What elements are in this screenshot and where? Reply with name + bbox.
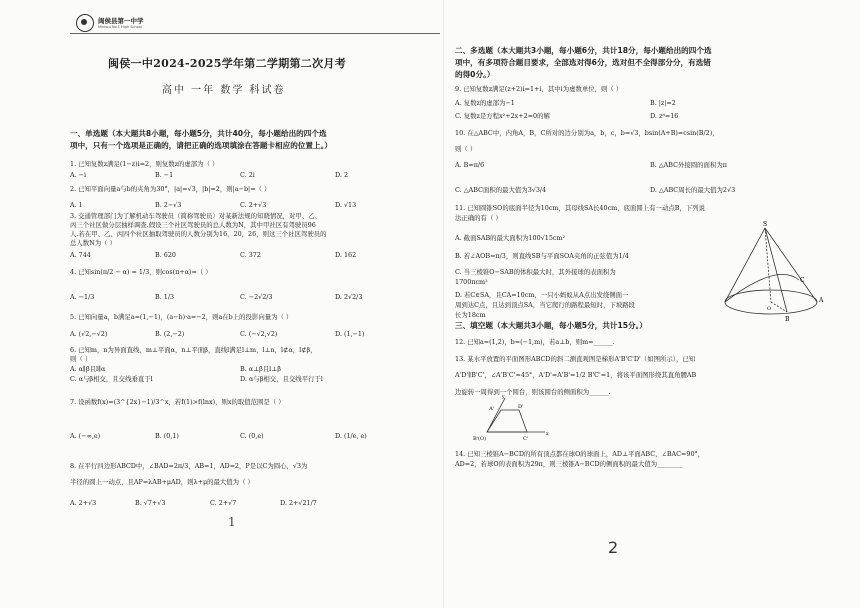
q1-option-a: A. −i	[70, 171, 87, 179]
q5-option-d: D. (1,−1)	[335, 330, 365, 338]
question-10-line1: 10. 在△ABC中，内角A，B，C所对的边分别为a，b，c，b=√3，bsin(A+B)=csin(B/2)，	[455, 129, 719, 137]
question-14-line2: AD=2，若球O的表面积为29π，则三棱锥A−BCD的侧面积的最大值为________	[455, 460, 683, 468]
q9-option-a: A. 复数z的虚部为−1	[455, 99, 515, 107]
q3-option-a: A. 744	[70, 251, 91, 259]
q11-option-b: B. 若∠AOB=π/3，则直线SB与平面SOA夹角的正弦值为1/4	[455, 252, 629, 260]
exam-title: 闽侯一中2024-2025学年第二学期第二次月考	[108, 57, 346, 70]
question-13-line2: A'D'∥B'C'，∠A'B'C'=45°，A'D'=A'B'=1/2 B'C'=1，将该平面图形绕其直角腰AB	[455, 371, 697, 379]
q4-option-a: A. −1/3	[70, 293, 95, 301]
q8-option-c: C. 2+√7	[210, 499, 237, 507]
q5-option-b: B. (2,−2)	[155, 330, 185, 338]
q8-option-b: B. √7+√3	[135, 499, 166, 507]
q11-option-a: A. 截面SAB的最大面积为100√15cm²	[455, 234, 566, 242]
school-logo	[76, 14, 144, 32]
page-mark-1: 1	[228, 515, 236, 529]
section2-heading: 二、多选题（本大题共3小题，每小题6分，共计18分，每小题给出的四个选	[455, 46, 712, 55]
q4-option-b: B. 1/3	[155, 293, 175, 301]
question-1: 1. 已知复数z满足(1−z)i=2，则复数z的虚部为（ ）	[70, 160, 219, 168]
cone-label-c: C	[800, 277, 805, 284]
q10-option-b: B. △ABC外接圆的面积为π	[650, 161, 727, 169]
trapezoid-figure	[473, 396, 553, 441]
q9-option-b: B. |z|=2	[650, 99, 676, 107]
q8-option-d: D. 2+√21/7	[280, 499, 317, 507]
question-11-line1: 11. 已知圆锥SO的底面半径为10cm，其母线SA长40cm，底面圆上有一动点B，下列说	[455, 204, 705, 212]
school-name-en: Minhou No.1 High School	[98, 24, 142, 29]
cone-label-a: A	[819, 297, 824, 304]
axis-label-x: x	[546, 432, 549, 437]
cone-label-s: S	[763, 221, 768, 228]
q8-option-a: A. 2+√3	[70, 499, 97, 507]
question-10-line2: 则（ ）	[455, 145, 477, 153]
q9-option-d: D. z⁸=16	[650, 112, 679, 120]
section2-heading-end: 的得0分。）	[455, 70, 495, 79]
q7-option-c: C. (0,e)	[240, 432, 264, 440]
q3-option-b: B. 620	[155, 251, 176, 259]
question-6-line2: 则（ ）	[70, 355, 92, 363]
question-8-line2: 半径的圆上一动点，且AP=λAB+μAD，则λ+μ的最大值为（ ）	[70, 478, 254, 486]
section1-heading-cont: 项中，只有一个选项是正确的，请把正确的选项填涂在答题卡相应的位置上。）	[70, 141, 332, 150]
section3-heading: 三、填空题（本大题共3小题，每小题5分，共计15分。）	[455, 321, 647, 330]
exam-subtitle: 高中 一年 数学 科试卷	[162, 85, 286, 96]
school-emblem-icon	[76, 14, 94, 32]
q10-option-d: D. △ABC周长的最大值为2√3	[650, 186, 736, 194]
q11-option-d: D. 若C∈SA，且CA=10cm，一只小蚂蚁从A点出发绕侧面一	[455, 291, 629, 299]
cone-label-b: B	[785, 316, 790, 323]
label-a-prime: A'	[489, 406, 494, 412]
left-column	[70, 0, 430, 608]
question-13-line3: 边旋转一周得到一个圆台，则该圆台的侧面积为______.	[455, 388, 611, 396]
axis-label-y: y	[502, 395, 505, 400]
question-7: 7. 设函数f(x)=(3^{2x}−1)/3^x，若f(1)>f(lnx)，则x的取值范围是（ ）	[70, 398, 285, 406]
question-3-line2: 丙三个社区做分层抽样调查.假设三个社区驾驶员的总人数为N，其中甲社区有驾驶员96	[70, 221, 316, 229]
q4-option-d: D. 2√2/3	[335, 293, 363, 301]
q6-option-a: A. α∥β且l∥α	[70, 365, 106, 373]
q2-option-a: A. 1	[70, 201, 83, 209]
q9-option-c: C. 复数z是方程x²+2x+2=0的解	[455, 112, 550, 120]
question-4: 4. 已知sin(π/2 − α) = 1/3，则cos(π+α)=（ ）	[70, 268, 212, 276]
q2-option-c: C. 2+√3	[240, 201, 267, 209]
question-3-line3: 人.若在甲、乙、丙四个社区抽取驾驶员的人数分别为16，20，26，则这三个社区驾驶员的	[70, 230, 327, 238]
label-b-prime: B'(O)	[473, 436, 487, 442]
right-column	[455, 0, 835, 608]
page-fold-divider	[443, 0, 444, 608]
q2-option-b: B. 2−√3	[155, 201, 182, 209]
q5-option-c: C. (−√2,√2)	[240, 330, 278, 338]
question-14-line1: 14. 已知三棱锥A−BCD的所有顶点都在球O的球面上，AD⊥平面ABC，∠BAC=90°，	[455, 450, 705, 458]
q1-option-d: D. 2	[335, 171, 349, 179]
q1-option-c: C. 2i	[240, 171, 255, 179]
question-2: 2. 已知平面向量a与b的夹角为30°，|a|=√3，|b|=2，则|a−b|=（ ）	[70, 185, 271, 193]
q6-option-d: D. α与β相交，且交线平行于l	[240, 375, 323, 383]
question-3-line4: 总人数N为（ ）	[70, 239, 116, 247]
q6-option-c: C. α与β相交，且交线垂直于l	[70, 375, 153, 383]
question-8-line1: 8. 在平行四边形ABCD中，∠BAD=2π/3，AB=1，AD=2，P是以C为圆心，√3为	[70, 462, 308, 470]
q11-option-d-cont: 周到达C点，且达到顶点SA，当它爬行的路程最短时，下坡路段	[455, 301, 636, 309]
question-13-line1: 13. 某水平放置的平面图形ABCD的斜二测直观图是梯形A'B'C'D'（如图所示），已知	[455, 355, 696, 363]
question-9: 9. 已知复数z满足(z+2)i=1+i，其中i为虚数单位，则（ ）	[455, 85, 623, 93]
q4-option-c: C. −2√2/3	[240, 293, 273, 301]
q7-option-b: B. (0,1)	[155, 432, 179, 440]
q10-option-a: A. B=π/6	[455, 161, 485, 169]
q2-option-d: D. √13	[335, 201, 357, 209]
question-3-line1: 3. 交通管理部门为了解机动车驾驶员（简称驾驶员）对某新法规的知晓情况，对甲、乙、	[70, 212, 321, 220]
label-d-prime: D'	[518, 404, 524, 410]
q6-option-b: B. α⊥β且l⊥β	[240, 365, 281, 373]
page-number: 2	[608, 538, 619, 557]
q11-option-c-cont: 1700πcm²	[455, 278, 488, 286]
question-6-line1: 6. 已知m，n为异面直线，m⊥平面α，n⊥平面β，直线l满足l⊥m，l⊥n，l⊄α，l⊄β，	[70, 346, 317, 354]
question-11-line2: 法正确的有（ ）	[455, 214, 502, 222]
question-12: 12. 已知a=(1,2)，b=(−1,m)，若a⊥b，则m=______.	[455, 338, 615, 346]
q3-option-c: C. 372	[240, 251, 261, 259]
label-c-prime: C'	[523, 436, 529, 442]
cone-label-o: O	[767, 306, 772, 312]
q10-option-c: C. △ABC面积的最大值为3√3/4	[455, 186, 547, 194]
question-5: 5. 已知向量a，b满足a=(1,−1)，(a−b)·a=−2，则a在b上的投影向量为（ ）	[70, 313, 293, 321]
section2-heading-cont: 项中，有多项符合题目要求，全部选对得6分，选对但不全得部分分，有选错	[455, 58, 711, 67]
q11-option-c: C. 当三棱锥O−SAB的体积最大时，其外接球的表面积为	[455, 268, 616, 276]
header-rule	[70, 33, 440, 34]
school-name: 闽侯县第一中学	[98, 16, 144, 25]
q5-option-a: A. (√2,−√2)	[70, 330, 108, 338]
q7-option-d: D. (1/e, e)	[335, 432, 367, 440]
q7-option-a: A. (−∞,e)	[70, 432, 101, 440]
section1-heading: 一、单选题（本大题共8小题，每小题5分，共计40分，每小题给出的四个选	[70, 129, 327, 138]
cone-figure	[717, 222, 827, 332]
q3-option-d: D. 162	[335, 251, 357, 259]
q1-option-b: B. −1	[155, 171, 174, 179]
q11-option-d-end: 长为18cm	[455, 311, 486, 319]
